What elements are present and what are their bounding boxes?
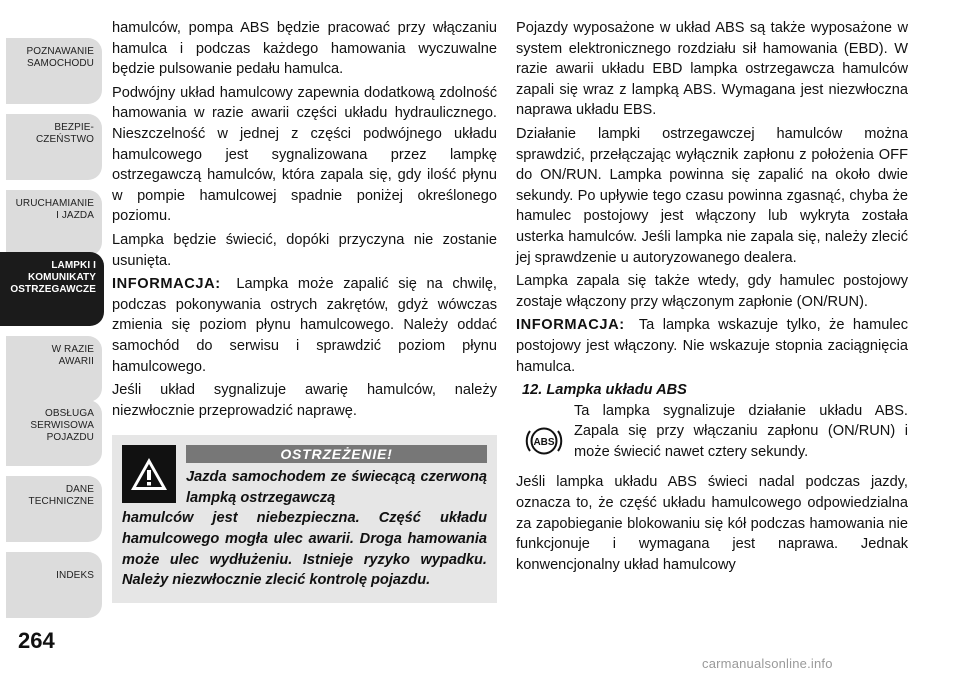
paragraph: Działanie lampki ostrzegawczej hamulców można sprawdzić, przełączając wyłącznik zapłonu z położenia OFF do ON/RUN. Lampka powinna się zapalić na około dwie sekundy. Po upływie tego czasu powinna zgasnąć, chyba że hamulec postojowy jest włączony lub wykryta została usterka hamulców. Jeśli lampka nie zapala się, należy zlecić jej sprawdzenie u autoryzowanego dealera. <box>516 125 908 266</box>
warning-text: hamulców jest niebezpieczna. Część układu hamulcowego mogła ulec awarii. Droga hamowania może ulec wydłużeniu. Istnieje ryzyko wypadku. Należy niezwłocznie zlecić kontrolę pojazdu. <box>122 510 487 589</box>
page-number: 264 <box>18 628 55 653</box>
tab-label-line: POZNAWANIE <box>26 46 94 57</box>
paragraph: hamulców, pompa ABS będzie pracować przy włączaniu hamulca i podczas każdego hamowania wyczuwalne będzie pulsowanie pedału hamulca. <box>112 20 497 78</box>
paragraph: Pojazdy wyposażone w układ ABS są także wyposażone w system elektronicznego rozdziału sił hamowania (EBD). W razie awarii układu EBD lampka ostrzegawcza hamulców zapali się wraz z lampką ABS. Wymagana jest niezwłoczna naprawa układu EBS. <box>516 20 908 119</box>
tab-label-line: KOMUNIKATY <box>27 272 96 283</box>
paragraph: Lampka zapala się także wtedy, gdy hamulec postojowy zostaje włączony przy włączonym zapłonie (ON/RUN). <box>516 273 908 310</box>
paragraph: Lampka będzie świecić, dopóki przyczyna nie zostanie usunięta. <box>112 231 497 269</box>
warning-triangle-icon <box>122 445 176 503</box>
info-note <box>516 315 908 377</box>
tab-label-line: URUCHAMIANIE <box>15 198 94 209</box>
watermark: carmanualsonline.info <box>702 656 833 671</box>
tab-bezpieczenstwo[interactable] <box>6 114 102 180</box>
tab-label-line: LAMPKI I <box>51 260 96 271</box>
tab-label-line: INDEKS <box>56 570 94 581</box>
tab-dane-techniczne[interactable] <box>6 476 102 542</box>
tab-label-line: SAMOCHODU <box>26 58 94 69</box>
tab-label-line: POJAZDU <box>46 432 94 443</box>
info-label: INFORMACJA: <box>112 276 221 293</box>
chapter-tabs <box>0 0 105 678</box>
tab-poznawanie-samochodu[interactable] <box>6 38 102 104</box>
tab-w-razie-awarii[interactable] <box>6 336 102 402</box>
tab-indeks[interactable] <box>6 552 102 618</box>
paragraph: Jeśli układ sygnalizuje awarię hamulców, należy niezwłocznie przeprowadzić naprawę. <box>112 382 497 419</box>
right-column <box>516 18 908 578</box>
abs-item-text: Ta lampka sygnalizuje działanie układu ABS. Zapala się przy włączaniu zapłonu (ON/RUN) i może świecić nawet cztery sekundy. <box>574 402 908 460</box>
tab-label-line: BEZPIE- <box>54 122 94 133</box>
info-label: INFORMACJA: <box>516 317 625 334</box>
paragraph: Jeśli lampka układu ABS świeci nadal podczas jazdy, oznacza to, że część układu hamulcowego odpowiedzialna za zapobieganie blokowaniu się kół podczas hamowania nie funkcjonuje i wymagana jest naprawa. Jednak konwencjonalny układ hamulcowy <box>516 474 908 573</box>
tab-lampki-i-komunikaty[interactable] <box>0 252 104 326</box>
abs-item <box>516 401 908 463</box>
tab-label-line: SERWISOWA <box>30 420 94 431</box>
tab-obsluga-serwisowa[interactable] <box>6 400 102 466</box>
paragraph: Podwójny układ hamulcowy zapewnia dodatkową zdolność hamowania w razie awarii części układu hydraulicznego. Nieszczelność w jednej z części podwójnego układu hamulcowego jest sygnalizowana przez lampkę ostrzegawczą hamulców, która zapala się, gdy ilość płynu w pompie hamulcowej spadnie poniżej określonego poziomu. <box>112 84 497 225</box>
tab-uruchamianie-i-jazda[interactable] <box>6 190 102 256</box>
warning-lead-text: Jazda samochodem ze świecącą czerwoną lampką ostrzegawczą <box>186 469 487 506</box>
warning-box <box>112 435 497 603</box>
info-text: Lampka może zapalić się na chwilę, podczas pokonywania ostrych zakrętów, gdyż wówczas zmienia się poziom płynu hamulcowego. Należy oddać samochód do serwisu i sprawdzić poziom płynu hamulcowego. <box>112 276 497 375</box>
abs-icon <box>524 421 564 461</box>
info-text: Ta lampka wskazuje tylko, że hamulec postojowy jest włączony. Nie wskazuje stopnia zaciągnięcia hamulca. <box>516 317 908 375</box>
tab-label-line: W RAZIE <box>51 344 94 355</box>
tab-label-line: DANE <box>65 484 94 495</box>
info-note <box>112 274 497 377</box>
warning-title: OSTRZEŻENIE! <box>186 445 487 463</box>
tab-label-line: OSTRZEGAWCZE <box>10 284 96 295</box>
abs-icon-label: ABS <box>533 436 555 448</box>
tab-label-line: OBSŁUGA <box>44 408 94 419</box>
left-column <box>112 18 497 603</box>
tab-label-line: CZEŃSTWO <box>35 134 94 145</box>
tab-label-line: TECHNICZNE <box>28 496 94 507</box>
abs-item-heading: 12. Lampka układu ABS <box>522 382 687 399</box>
tab-label-line: AWARII <box>58 356 94 367</box>
tab-label-line: I JAZDA <box>56 210 94 221</box>
